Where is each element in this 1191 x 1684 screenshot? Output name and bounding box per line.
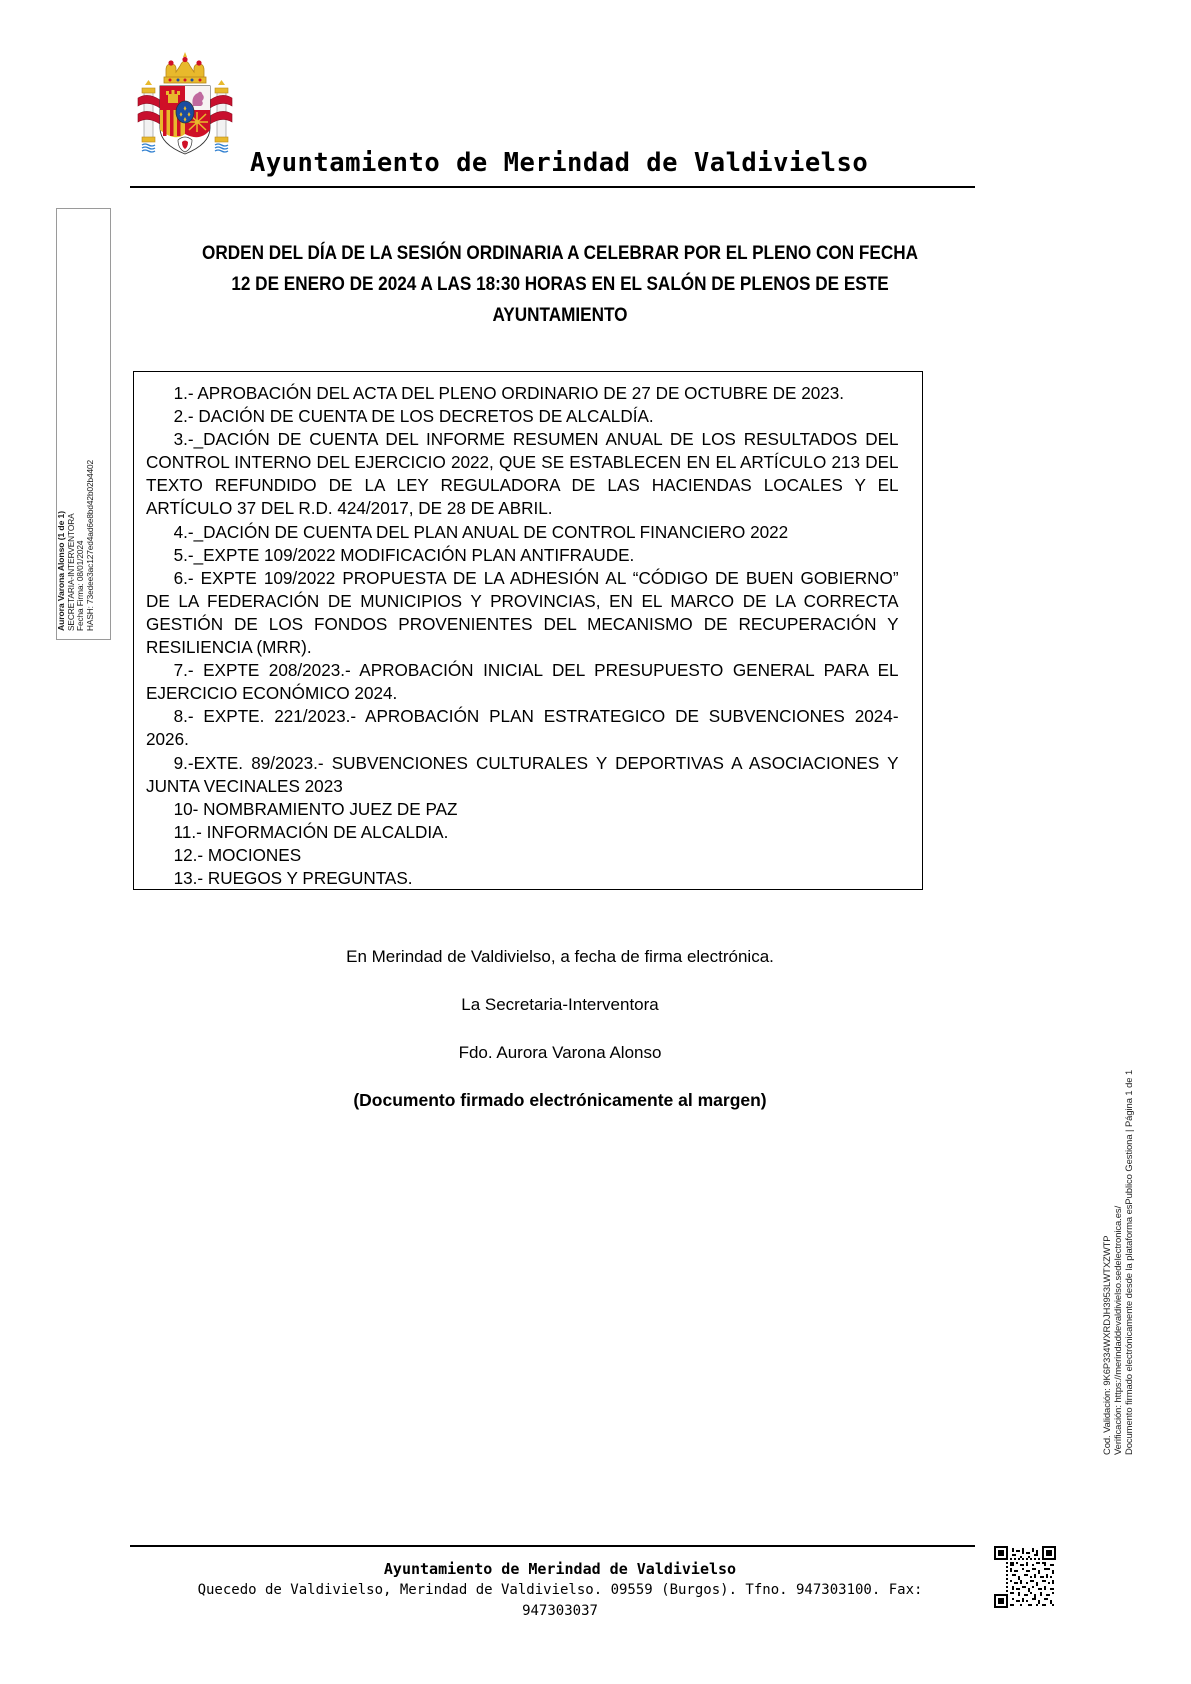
spain-coat-of-arms-icon [130,48,240,163]
electronic-signature-stamp [56,208,111,640]
validation-url: Verificación: https://merindaddevaldivielso.sedelectronica.es/ [1111,1205,1123,1455]
validation-platform: Documento firmado electrónicamente desde la plataforma esPublico Gestiona | Página 1 de 1 [1122,1069,1134,1455]
closing-role: La Secretaria-Interventora [461,995,659,1014]
closing-note: (Documento firmado electrónicamente al margen) [353,1090,767,1110]
header-divider [130,186,975,188]
agenda-item: 9.-EXTE. 89/2023.- SUBVENCIONES CULTURALES Y DEPORTIVAS A ASOCIACIONES Y JUNTA VECINALES 2023 [146,752,899,796]
stamp-hash: HASH: 73edee3ac127ed4ad6e8bd42b02b4402 [84,459,95,631]
agenda-item: 3.-_DACIÓN DE CUENTA DEL INFORME RESUMEN ANUAL DE LOS RESULTADOS DEL CONTROL INTERNO DEL EJERCICIO 2022, QUE SE ESTABLECEN EN EL ARTÍCULO 213 DEL TEXTO REFUNDIDO DE LA LEY REGULADORA DE LAS HACIENDAS LOCALES Y EL ARTÍCULO 37 DEL R.D. 424/2017, DE 28 DE ABRIL. [146,429,899,519]
agenda-item: 1.- APROBACIÓN DEL ACTA DEL PLENO ORDINARIO DE 27 DE OCTUBRE DE 2023. [173,383,845,403]
footer-divider [130,1545,975,1547]
footer-address-line-1: Quecedo de Valdivielso, Merindad de Valdivielso. 09559 (Burgos). Tfno. 947303100. Fax: [197,1582,923,1598]
closing-block [140,945,980,1112]
agenda-item: 12.- MOCIONES [173,844,302,865]
agenda-item: 4.-_DACIÓN DE CUENTA DEL PLAN ANUAL DE CONTROL FINANCIERO 2022 [173,521,789,542]
footer-address-line-2: 947303037 [522,1603,598,1619]
document-footer [140,1558,980,1622]
page-title: ORDEN DEL DÍA DE LA SESIÓN ORDINARIA A CELEBRAR POR EL PLENO CON FECHA 12 DE ENERO DE 2024 A LAS 18:30 HORAS EN EL SALÓN DE PLENOS DE ESTE AYUNTAMIENTO [201,242,918,326]
validation-code: Cod. Validación: 9K6P334WXRDJH3953LWTXZWTP [1101,1235,1112,1455]
agenda-item: 10- NOMBRAMIENTO JUEZ DE PAZ [173,798,458,819]
stamp-signer: Aurora Varona Alonso (1 de 1) [56,511,66,631]
closing-place-date: En Merindad de Valdivielso, a fecha de firma electrónica. [346,947,774,966]
agenda-item: 8.- EXPTE. 221/2023.- APROBACIÓN PLAN ESTRATEGICO DE SUBVENCIONES 2024-2026. [146,706,899,750]
footer-title: Ayuntamiento de Merindad de Valdivielso [383,1560,737,1578]
stamp-role: SECRETARIA-INTERVENTORA [65,513,76,631]
stamp-date: Fecha Firma: 08/01/2024 [75,540,86,631]
qr-code [994,1546,1056,1608]
agenda-item: 7.- EXPTE 208/2023.- APROBACIÓN INICIAL DEL PRESUPUESTO GENERAL PARA EL EJERCICIO ECONÓMICO 2024. [146,660,899,704]
agenda-item: 5.-_EXPTE 109/2022 MODIFICACIÓN PLAN ANTIFRAUDE. [173,544,635,565]
agenda-item: 11.- INFORMACIÓN DE ALCALDIA. [173,821,449,842]
agenda-box [133,371,923,890]
agenda-item: 13.- RUEGOS Y PREGUNTAS. [173,867,413,888]
document-header [0,0,1191,200]
closing-signer: Fdo. Aurora Varona Alonso [458,1043,662,1062]
agenda-item: 6.- EXPTE 109/2022 PROPUESTA DE LA ADHESIÓN AL “CÓDIGO DE BUEN GOBIERNO” DE LA FEDERACIÓN DE MUNICIPIOS Y PROVINCIAS, EN EL MARCO DE LA CORRECTA GESTIÓN DE LOS FONDOS PROVENIENTES DEL MECANISMO DE RECUPERACIÓN Y RESILIENCIA (MRR). [146,567,899,658]
agenda-item: 2.- DACIÓN DE CUENTA DE LOS DECRETOS DE ALCALDÍA. [173,406,654,427]
margin-validation-text [1102,955,1180,1455]
header-title: Ayuntamiento de Merindad de Valdivielso [250,148,869,178]
